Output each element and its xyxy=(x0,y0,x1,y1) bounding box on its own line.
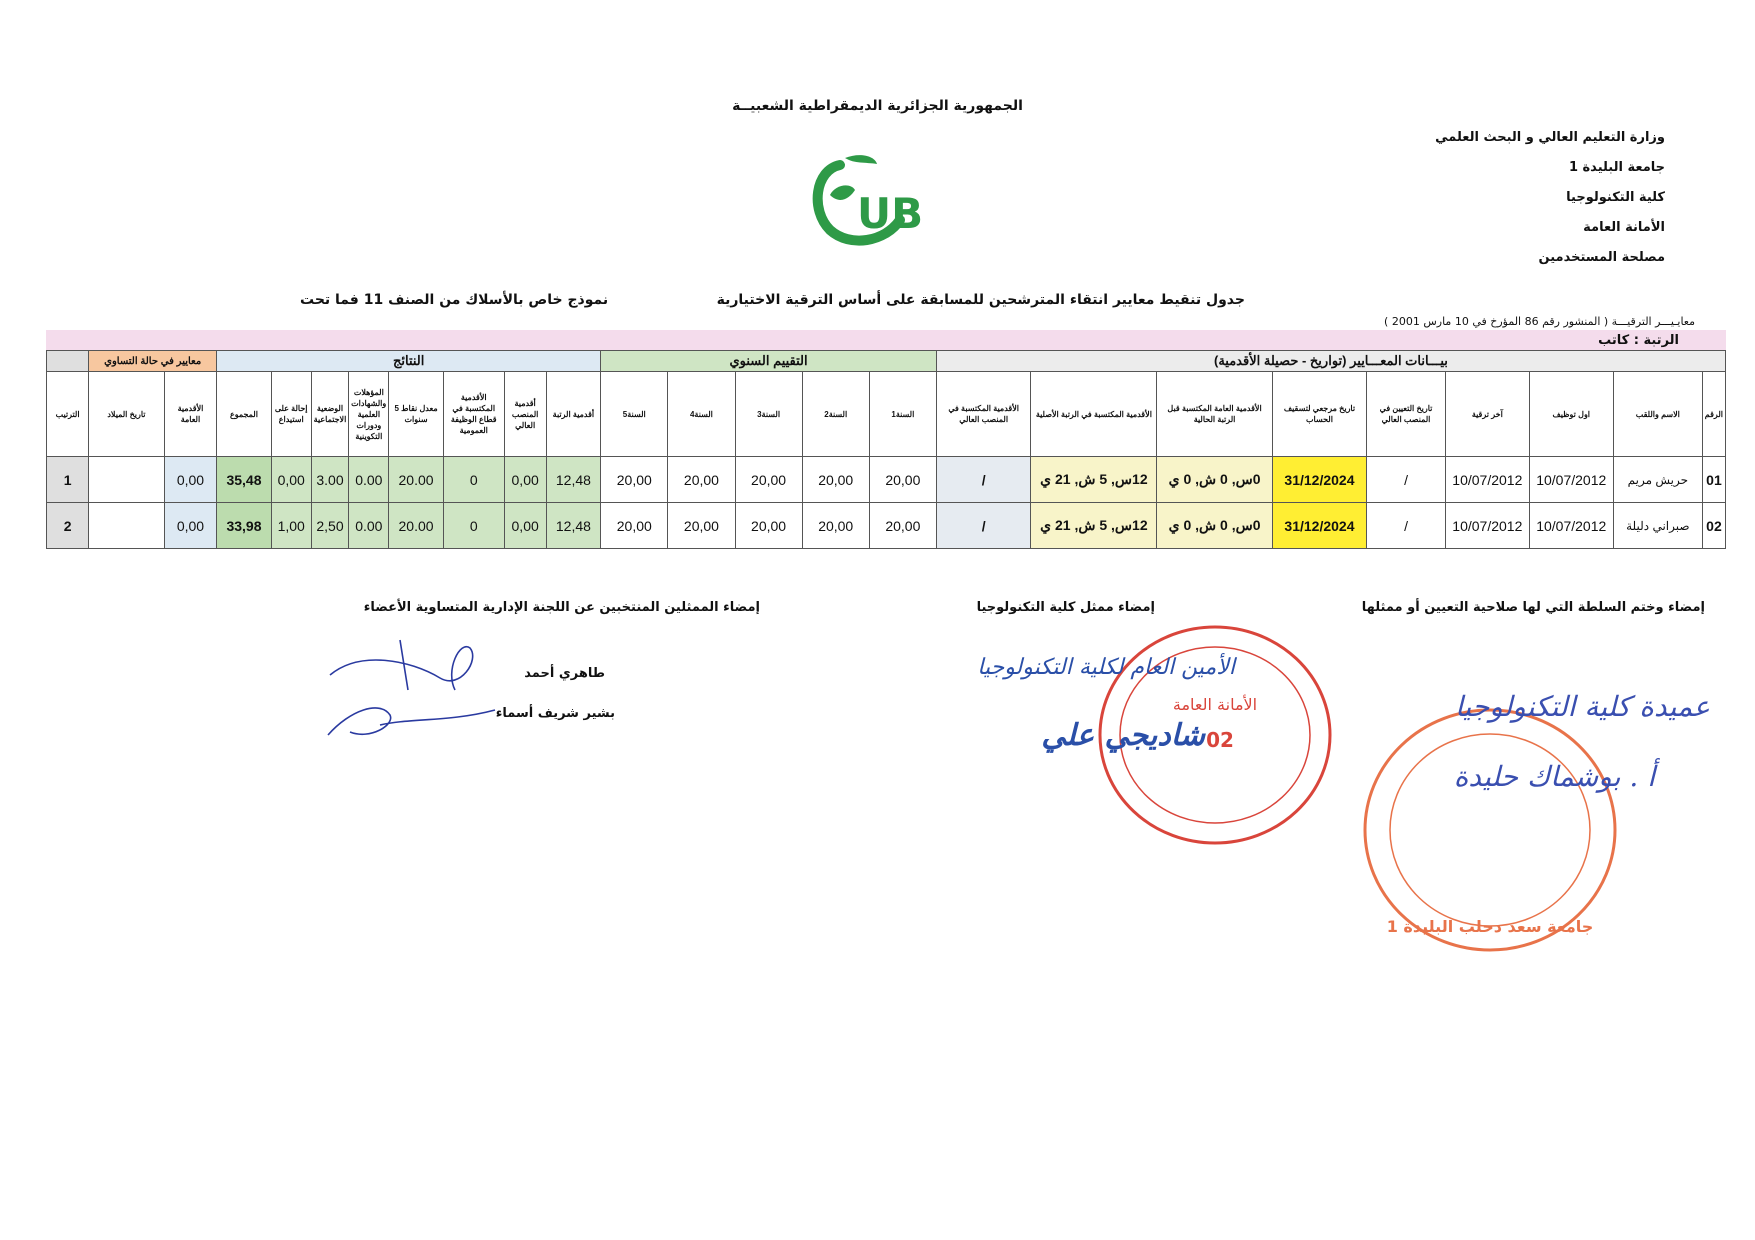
secretariat-name: الأمانة العامة xyxy=(1583,220,1665,235)
cell-year3: 20,00 xyxy=(735,457,802,503)
cell-seniority-high: / xyxy=(936,457,1031,503)
dean-stamp-title: عميدة كلية التكنولوجيا xyxy=(1455,690,1710,723)
cell-leave: 1,00 xyxy=(271,503,311,549)
cell-year5: 20,00 xyxy=(601,457,668,503)
cell-birth-date xyxy=(89,457,165,503)
cell-social-status: 3.00 xyxy=(311,457,349,503)
table-row xyxy=(47,503,1726,549)
section-tie: معايير في حالة التساوي xyxy=(89,351,217,372)
cell-order: 2 xyxy=(47,503,89,549)
col-general-seniority: الأقدمية العامة xyxy=(164,372,216,457)
cell-avg-5-years: 20.00 xyxy=(389,457,444,503)
document-title: جدول تنقيط معايير انتقاء المترشحين للمسابقة على أساس الترقية الاختيارية xyxy=(716,292,1245,308)
model-note: نموذج خاص بالأسلاك من الصنف 11 فما تحت xyxy=(300,292,609,308)
service-name: مصلحة المستخدمين xyxy=(1538,250,1665,265)
col-order: الترتيب xyxy=(47,372,89,457)
sg-stamp-name: شاديجي علي xyxy=(1041,718,1205,753)
col-year5: السنة5 xyxy=(601,372,668,457)
committee-signatures-drawing xyxy=(320,630,520,750)
col-name: الاسم واللقب xyxy=(1613,372,1702,457)
committee-signature-label: إمضاء الممثلين المنتخبين عن اللجنة الإدارية المتساوية الأعضاء xyxy=(363,600,760,615)
col-reference-date: تاريخ مرجعي لتسقيف الحساب xyxy=(1272,372,1366,457)
seal-secretariat-text: الأمانة العامة xyxy=(1172,695,1258,714)
seal-number: 02 xyxy=(1206,728,1234,752)
cell-seniority-original: 12س, 5 ش, 21 ي xyxy=(1031,503,1157,549)
cell-last-promotion: 10/07/2012 xyxy=(1445,457,1529,503)
col-year1: السنة1 xyxy=(869,372,936,457)
cell-leave: 0,00 xyxy=(271,457,311,503)
criteria-table xyxy=(46,350,1726,549)
cell-order: 1 xyxy=(47,457,89,503)
cell-year4: 20,00 xyxy=(668,457,735,503)
cell-total: 33,98 xyxy=(217,503,272,549)
cell-seniority-before: 0س, 0 ش, 0 ي xyxy=(1157,503,1272,549)
col-birth-date: تاريخ الميلاد xyxy=(89,372,165,457)
col-seniority-before: الأقدمية العامة المكتسبة قبل الرتبة الحالية xyxy=(1157,372,1272,457)
committee-member-1: طاهري أحمد xyxy=(524,666,605,681)
cell-appointment-date: / xyxy=(1367,457,1446,503)
cell-name: حريش مريم xyxy=(1613,457,1702,503)
cell-social-status: 2,50 xyxy=(311,503,349,549)
section-annual: التقييم السنوي xyxy=(601,351,937,372)
col-year3: السنة3 xyxy=(735,372,802,457)
cell-seniority-high: / xyxy=(936,503,1031,549)
cell-general-seniority: 0,00 xyxy=(164,503,216,549)
col-rank-seniority: أقدمية الرتبة xyxy=(546,372,601,457)
cell-total: 35,48 xyxy=(217,457,272,503)
cell-birth-date xyxy=(89,503,165,549)
ministry-name: وزارة التعليم العالي و البحث العلمي xyxy=(1435,130,1665,145)
faculty-name: كلية التكنولوجيا xyxy=(1566,190,1665,205)
cell-year5: 20,00 xyxy=(601,503,668,549)
col-number: الرقم xyxy=(1702,372,1725,457)
university-name: جامعة البليدة 1 xyxy=(1568,160,1665,175)
col-leave: إحالة على استيداع xyxy=(271,372,311,457)
logo-text: UB xyxy=(857,189,924,238)
cell-seniority-before: 0س, 0 ش, 0 ي xyxy=(1157,457,1272,503)
faculty-rep-signature-label: إمضاء ممثل كلية التكنولوجيا xyxy=(976,600,1155,615)
cell-appointment-date: / xyxy=(1367,503,1446,549)
cell-first-hire: 10/07/2012 xyxy=(1529,503,1613,549)
seal-university-text: جامعة سعد دحلب البليدة 1 xyxy=(1386,917,1594,936)
cell-rank-seniority: 12,48 xyxy=(546,457,601,503)
cell-number: 02 xyxy=(1702,503,1725,549)
col-seniority-high: الأقدمية المكتسبة في المنصب العالي xyxy=(936,372,1031,457)
cell-year2: 20,00 xyxy=(802,503,869,549)
col-high-seniority: أقدمية المنصب العالي xyxy=(504,372,546,457)
cell-general-seniority: 0,00 xyxy=(164,457,216,503)
dean-seal xyxy=(1355,700,1625,960)
cell-rank-seniority: 12,48 xyxy=(546,503,601,549)
section-results: النتائج xyxy=(217,351,601,372)
section-data: بيـــانات المعـــايير (تواريخ - حصيلة الأقدمية) xyxy=(936,351,1725,372)
cell-last-promotion: 10/07/2012 xyxy=(1445,503,1529,549)
col-year4: السنة4 xyxy=(668,372,735,457)
republic-heading: الجمهورية الجزائرية الديمقراطية الشعبيــة xyxy=(732,98,1023,114)
cell-year1: 20,00 xyxy=(869,457,936,503)
dean-stamp-name: أ . بوشماك حليدة xyxy=(1453,760,1655,793)
cell-number: 01 xyxy=(1702,457,1725,503)
col-seniority-original: الأقدمية المكتسبة في الرتبة الأصلية xyxy=(1031,372,1157,457)
authority-signature-label: إمضاء وختم السلطة التي لها صلاحية التعيين أو ممثلها xyxy=(1361,600,1705,615)
col-first-hire: اول توظيف xyxy=(1529,372,1613,457)
col-public-seniority: الأقدمية المكتسبة في قطاع الوظيفة العمومية xyxy=(443,372,504,457)
cell-public-seniority: 0 xyxy=(443,457,504,503)
sg-stamp-title: الأمين العام لكلية التكنولوجيا xyxy=(977,655,1235,680)
university-logo xyxy=(805,150,924,250)
cell-year2: 20,00 xyxy=(802,457,869,503)
cell-first-hire: 10/07/2012 xyxy=(1529,457,1613,503)
cell-reference-date: 31/12/2024 xyxy=(1272,457,1366,503)
rank-label: الرتبة : كاتب xyxy=(1598,333,1679,348)
col-qualifications: المؤهلات والشهادات العلمية ودورات التكوينية xyxy=(349,372,389,457)
cell-seniority-original: 12س, 5 ش, 21 ي xyxy=(1031,457,1157,503)
cell-name: صبراني دليلة xyxy=(1613,503,1702,549)
col-appointment-date: تاريخ التعيين في المنصب العالي xyxy=(1367,372,1446,457)
cell-year3: 20,00 xyxy=(735,503,802,549)
section-empty xyxy=(47,351,89,372)
pink-band xyxy=(46,330,1726,350)
col-last-promotion: آخر ترقية xyxy=(1445,372,1529,457)
committee-member-2: بشير شريف أسماء xyxy=(495,706,615,721)
table-row xyxy=(47,457,1726,503)
col-social-status: الوضعية الاجتماعية xyxy=(311,372,349,457)
cell-qualifications: 0.00 xyxy=(349,503,389,549)
cell-high-seniority: 0,00 xyxy=(504,457,546,503)
cell-reference-date: 31/12/2024 xyxy=(1272,503,1366,549)
col-year2: السنة2 xyxy=(802,372,869,457)
cell-year4: 20,00 xyxy=(668,503,735,549)
col-total: المجموع xyxy=(217,372,272,457)
institution-block xyxy=(1435,130,1665,280)
cell-qualifications: 0.00 xyxy=(349,457,389,503)
cell-year1: 20,00 xyxy=(869,503,936,549)
cell-high-seniority: 0,00 xyxy=(504,503,546,549)
col-avg-5-years: معدل نقاط 5 سنوات xyxy=(389,372,444,457)
criteria-reference: معايـيـــر الترقيـــة ( المنشور رقم 86 المؤرخ في 10 مارس 2001 ) xyxy=(1384,315,1695,328)
cell-avg-5-years: 20.00 xyxy=(389,503,444,549)
cell-public-seniority: 0 xyxy=(443,503,504,549)
